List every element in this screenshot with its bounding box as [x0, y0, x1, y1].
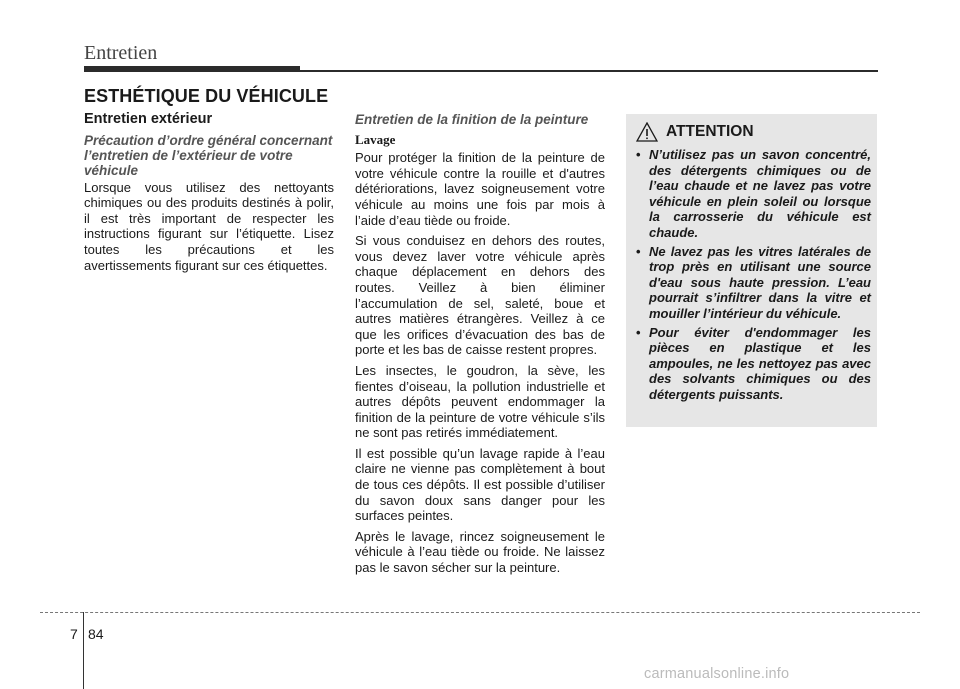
caution-box — [626, 114, 877, 427]
caution-item: • N’utilisez pas un savon concentré, des détergents chimiques ou de l’eau chaude et ne lavez pas votre véhicule en plein soleil ou lorsque la carrosserie du véhicule est chaude. — [636, 147, 871, 241]
section-title: ESTHÉTIQUE DU VÉHICULE — [84, 86, 329, 106]
exterior-care-heading: Entretien extérieur — [84, 111, 213, 127]
caution-list — [636, 147, 871, 406]
watermark: carmanualsonline.info — [644, 666, 790, 682]
body-paragraph: Il est possible qu’un lavage rapide à l’eau claire ne vienne pas complètement à bout de tous ces dépôts. Il est possible d’utiliser du savon doux sans danger pour les surfaces peintes. — [355, 445, 605, 524]
warning-triangle-icon — [636, 122, 658, 142]
header-rule-thick — [84, 66, 300, 72]
footer-divider — [40, 612, 920, 613]
footer-separator — [83, 612, 84, 689]
caution-item: • Ne lavez pas les vitres latérales de trop près en utilisant une source d'eau sous haute pression. L’eau pourrait s’infiltrer dans la vitre et mouiller l’intérieur du véhicule. — [636, 244, 871, 322]
page-number: 84 — [88, 626, 104, 642]
washing-subheading: Lavage — [355, 131, 396, 147]
header-rule-thin — [300, 70, 878, 72]
chapter-number: 7 — [70, 626, 78, 642]
body-paragraph: Si vous conduisez en dehors des routes, vous devez laver votre véhicule après chaque déplacement en dehors des routes. Veillez à bien éliminer l’accumulation de sel, saleté, boue et autres matières étrangères. Veillez à ce que les orifices d’évacuation des bas de porte et les bas de caisse restent propres. — [355, 233, 605, 358]
body-paragraph: Lorsque vous utilisez des nettoyants chimiques ou des produits destinés à polir, il est très important de respecter les instructions figurant sur l’étiquette. Lisez toutes les précautions et les avertissements figurant sur ces étiquettes. — [84, 179, 334, 273]
caution-header — [636, 122, 754, 142]
running-header: Entretien — [84, 42, 158, 64]
caution-item: • Pour éviter d'endommager les pièces en plastique et les ampoules, ne les nettoyez pas avec des solvants chimiques ou des détergents puissants. — [636, 325, 871, 403]
body-paragraph: Les insectes, le goudron, la sève, les fientes d’oiseau, la pollution industrielle et autres dépôts peuvent endommager la finition de la peinture de votre véhicule s’ils ne sont pas retirés immédiatement. — [355, 362, 605, 441]
paint-finish-heading: Entretien de la finition de la peinture — [355, 112, 589, 127]
column-left — [84, 112, 334, 278]
column-middle — [355, 112, 605, 581]
caution-title: ATTENTION — [666, 123, 754, 140]
body-paragraph: Pour protéger la finition de la peinture de votre véhicule contre la rouille et d'autres détériorations, lavez soigneusement votre véhicule au moins une fois par mois à l’aide d’eau tiède ou froide. — [355, 150, 605, 228]
general-precaution-subheading: Précaution d’ordre général concernant l’entretien de l’extérieur de votre véhicule — [84, 132, 333, 178]
body-paragraph: Après le lavage, rincez soigneusement le véhicule à l’eau tiède ou froide. Ne laissez pas le savon sécher sur la peinture. — [355, 528, 605, 576]
